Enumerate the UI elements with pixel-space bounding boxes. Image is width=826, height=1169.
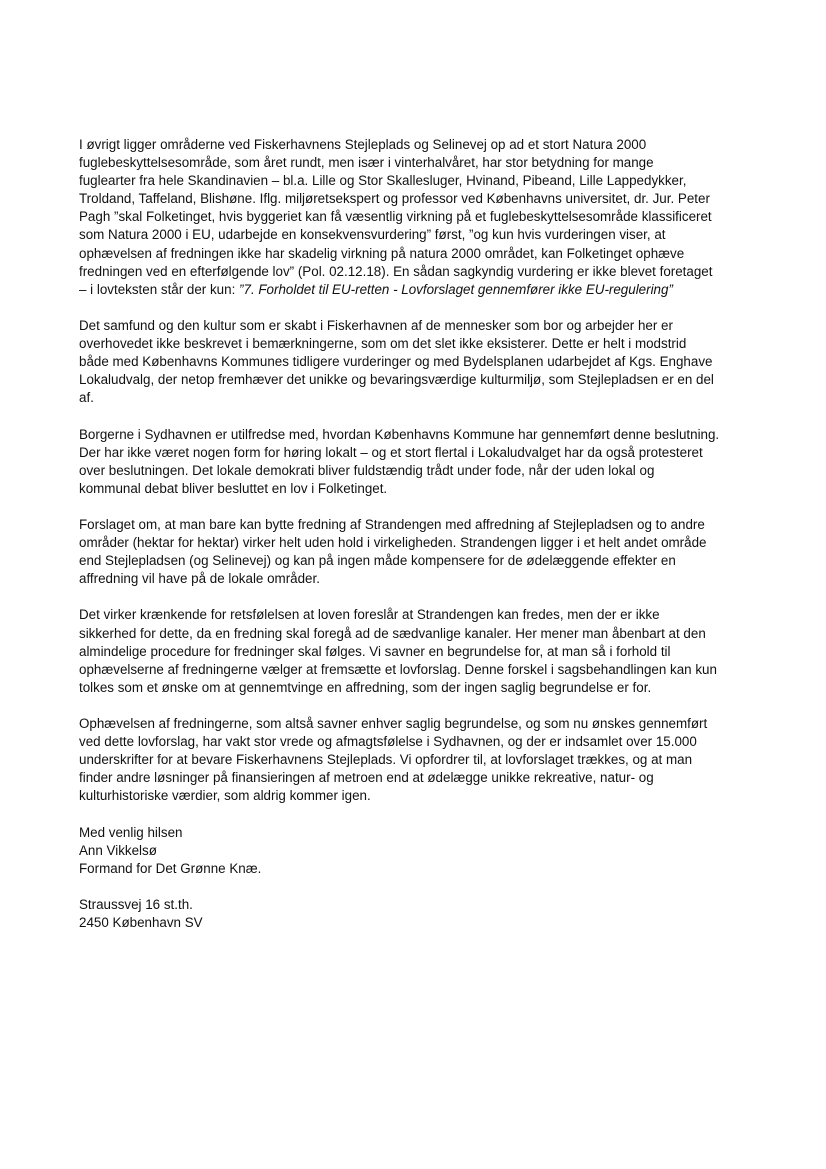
- law-text-quote: ”7. Forholdet til EU-retten - Lovforslaget gennemfører ikke EU-regulering”: [239, 281, 673, 297]
- address-city: 2450 København SV: [79, 915, 203, 931]
- signer-title: Formand for Det Grønne Knæ.: [79, 860, 262, 876]
- text-line: både med Københavns Kommunes tidligere vurderinger og med Bydelsplanen udarbejdet af Kgs. Enghave: [79, 354, 713, 370]
- text-line: underskrifter for at bevare Fiskerhavnens Stejleplads. Vi opfordrer til, at lovforslaget trækkes, og at man: [79, 752, 693, 768]
- paragraph-culture: [79, 317, 754, 407]
- text-line: affredning vil have på de lokale områder.: [79, 571, 320, 587]
- closing-phrase: Med venlig hilsen: [79, 824, 183, 840]
- text-line: tolkes som et ønske om at gennemtvinge en affredning, som der ingen saglig begrundelse er for.: [79, 679, 652, 695]
- text-line: fuglearter fra hele Skandinavien – bl.a. Lille og Stor Skallesluger, Hvinand, Pibeand, Lille Lappedykker,: [79, 173, 687, 189]
- paragraph-conclusion: [79, 715, 754, 805]
- text-line: Ophævelsen af fredningerne, som altså savner enhver saglig begrundelse, og som nu ønskes gennemført: [79, 716, 708, 731]
- text-line: Borgerne i Sydhavnen er utilfredse med, hvordan Københavns Kommune har gennemført denne beslutning.: [79, 426, 720, 442]
- text-line-plain: – i lovteksten står der kun:: [79, 281, 240, 297]
- address-block: [79, 896, 754, 932]
- text-line: Troldand, Taffeland, Blishøne. Iflg. miljøretsekspert og professor ved Københavns universitet, dr. Jur. Peter: [79, 191, 710, 207]
- text-line: områder (hektar for hektar) virker helt uden hold i virkeligheden. Strandengen ligger i et helt andet område: [79, 535, 707, 551]
- text-line: Pagh ”skal Folketinget, hvis byggeriet kan få væsentlig virkning på et fuglebeskyttelsesområde klassificeret: [79, 209, 712, 225]
- address-street: Straussvej 16 st.th.: [79, 896, 193, 912]
- text-line: I øvrigt ligger områderne ved Fiskerhavnens Stejleplads og Selinevej op ad et stort Natura 2000: [79, 137, 647, 152]
- signature-block: [79, 824, 754, 878]
- text-line: af.: [79, 390, 94, 406]
- letter-page: [79, 136, 754, 950]
- text-line: Der har ikke været nogen form for høring lokalt – og et stort flertal i Lokaludvalget har da også protesteret: [79, 444, 703, 460]
- text-line: almindelige procedure for fredninger skal følges. Vi savner en begrundelse for, at man så i forhold til: [79, 643, 671, 659]
- text-line: ophævelserne af fredningerne vælger at fremsætte et lovforslag. Denne forskel i sagsbehandlingen kan kun: [79, 661, 717, 677]
- text-line: finder andre løsninger på finansieringen af metroen end at ødelægge unikke rekreative, natur- og: [79, 770, 654, 786]
- paragraph-procedure: [79, 606, 754, 696]
- text-line: [79, 281, 754, 299]
- paragraph-natura-2000: [79, 136, 754, 299]
- text-line: over beslutningen. Det lokale demokrati bliver fuldstændig trådt under fode, når der uden lokal og: [79, 462, 655, 478]
- paragraph-citizens: [79, 426, 754, 498]
- text-line: Det samfund og den kultur som er skabt i Fiskerhavnen af de mennesker som bor og arbejder her er: [79, 317, 673, 333]
- paragraph-strandengen: [79, 516, 754, 588]
- text-line: end Stejlepladsen (og Selinevej) og kan på ingen måde kompensere for de ødelæggende effekter en: [79, 553, 676, 569]
- text-line: Det virker krænkende for retsfølelsen at loven foreslår at Strandengen kan fredes, men der er ikke: [79, 607, 660, 623]
- text-line: sikkerhed for dette, da en fredning skal foregå ad de sædvanlige kanaler. Her mener man åbenbart at den: [79, 625, 706, 641]
- text-line: ved dette lovforslag, har vakt stor vrede og afmagtsfølelse i Sydhavnen, og der er indsamlet over 15.000: [79, 734, 697, 750]
- text-line: overhovedet ikke beskrevet i bemærkningerne, som om det slet ikke eksisterer. Dette er helt i modstrid: [79, 336, 687, 352]
- text-line: Forslaget om, at man bare kan bytte fredning af Strandengen med affredning af Stejlepladsen og to andre: [79, 516, 705, 532]
- text-line: fuglebeskyttelsesområde, som året rundt, men især i vinterhalvåret, har stor betydning for mange: [79, 155, 654, 171]
- text-line: Lokaludvalg, der netop fremhæver det unikke og bevaringsværdige kulturmiljø, som Stejlepladsen er en del: [79, 372, 714, 388]
- text-line: som Natura 2000 i EU, udarbejde en konsekvensvurdering” først, ”og kun hvis vurderingen viser, at: [79, 227, 666, 243]
- text-line: kommunal debat bliver besluttet en lov i Folketinget.: [79, 480, 388, 496]
- text-line: ophævelsen af fredningen ikke har skadelig virkning på natura 2000 området, kan Folketinget ophæve: [79, 245, 685, 261]
- text-line: kulturhistoriske værdier, som aldrig kommer igen.: [79, 788, 371, 804]
- signer-name: Ann Vikkelsø: [79, 842, 157, 858]
- text-line: fredningen ved en efterfølgende lov” (Pol. 02.12.18). En sådan sagkyndig vurdering er ikke blevet foretaget: [79, 263, 713, 279]
